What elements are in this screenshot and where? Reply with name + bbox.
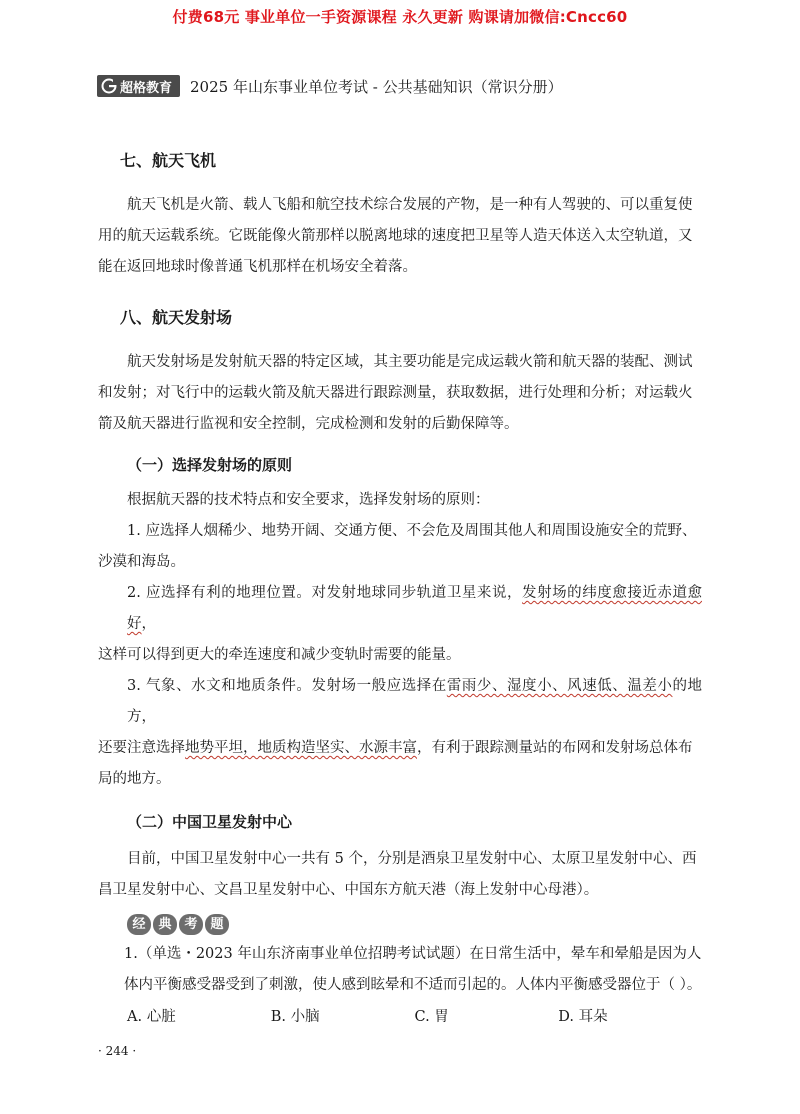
- list-item: 1. 应选择人烟稀少、地势开阔、交通方便、不会危及周围其他人和周围设施安全的荒野、: [127, 523, 697, 539]
- text-span: 还要注意选择: [98, 740, 185, 756]
- paragraph-line: 和发射；对飞行中的运载火箭及航天器进行跟踪测量，获取数据，进行处理和分析；对运载火: [98, 385, 693, 401]
- emphasized-text: 地势平坦，地质构造坚实、水源丰富: [185, 740, 417, 756]
- option-b: B. 小脑: [270, 1009, 320, 1025]
- watermark-banner: 付费68元 事业单位一手资源课程 永久更新 购课请加微信:Cncc60: [172, 8, 628, 26]
- text-span: ，有利于跟踪测量站的布网和发射场总体布: [417, 740, 693, 756]
- classic-exam-badge: [127, 914, 702, 935]
- paragraph-line: 能在返回地球时像普通飞机那样在机场安全着落。: [98, 259, 417, 275]
- text-span: 2. 应选择有利的地理位置。对发射地球同步轨道卫星来说，: [127, 585, 523, 601]
- text-span: 的地方，: [127, 678, 703, 725]
- emphasized-text: 发射场的纬度愈接近赤道愈好: [127, 585, 702, 632]
- paragraph-line: 昌卫星发射中心、文昌卫星发射中心、中国东方航天港（海上发射中心母港）。: [98, 882, 599, 898]
- paragraph-line: 根据航天器的技术特点和安全要求，选择发射场的原则：: [127, 492, 490, 508]
- paragraph-line: 局的地方。: [98, 771, 171, 787]
- answer-options: [127, 1005, 702, 1026]
- list-item: [127, 671, 702, 733]
- paragraph-line: 目前，中国卫星发射中心一共有 5 个，分别是酒泉卫星发射中心、太原卫星发射中心、西: [127, 851, 697, 867]
- option-c: C. 胃: [414, 1009, 449, 1025]
- paragraph-line: 用的航天运载系统。它既能像火箭那样以脱离地球的速度把卫星等人造天体送入太空轨道，又: [98, 228, 693, 244]
- badge-char: 典: [153, 914, 177, 935]
- option-a: A. 心脏: [127, 1009, 176, 1025]
- badge-char: 考: [179, 914, 203, 935]
- subsection-heading-launch-centers: （二）中国卫星发射中心: [127, 813, 293, 831]
- list-item: [127, 578, 702, 640]
- paragraph-line: 这样可以得到更大的牵连速度和减少变轨时需要的能量。: [98, 647, 461, 663]
- document-body: [98, 148, 703, 1026]
- paragraph-line: 箭及航天器进行监视和安全控制，完成检测和发射的后勤保障等。: [98, 416, 519, 432]
- page-number: · 244 ·: [98, 1044, 137, 1058]
- emphasized-text: 雷雨少、湿度小、风速低、温差小: [446, 678, 673, 694]
- text-span: 3. 气象、水文和地质条件。发射场一般应选择在: [127, 678, 447, 694]
- question-line: 体内平衡感受器受到了刺激，使人感到眩晕和不适而引起的。人体内平衡感受器位于（ ）。: [124, 977, 702, 993]
- badge-char: 题: [205, 914, 229, 935]
- option-d: D. 耳朵: [558, 1009, 608, 1025]
- text-span: ，: [141, 616, 156, 632]
- publisher-logo: [97, 75, 180, 97]
- logo-text: 超格教育: [120, 80, 173, 96]
- section-heading-launch-site: 八、航天发射场: [120, 308, 233, 327]
- page-header: [97, 74, 563, 98]
- book-title: 2025 年山东事业单位考试 - 公共基础知识（常识分册）: [190, 77, 563, 96]
- paragraph-line: 沙漠和海岛。: [98, 554, 185, 570]
- question-line: 1.（单选・2023 年山东济南事业单位招聘考试试题）在日常生活中，晕车和晕船是因为人: [124, 946, 702, 962]
- section-heading-space-shuttle: 七、航天飞机: [120, 151, 217, 170]
- paragraph-line: 航天发射场是发射航天器的特定区域，其主要功能是完成运载火箭和航天器的装配、测试: [127, 354, 693, 370]
- badge-char: 经: [127, 914, 151, 935]
- logo-g-icon: [101, 78, 117, 94]
- paragraph-line: [98, 733, 702, 764]
- paragraph-line: 航天飞机是火箭、载人飞船和航空技术综合发展的产物，是一种有人驾驶的、可以重复使: [127, 197, 693, 213]
- subsection-heading-principles: （一）选择发射场的原则: [127, 456, 293, 474]
